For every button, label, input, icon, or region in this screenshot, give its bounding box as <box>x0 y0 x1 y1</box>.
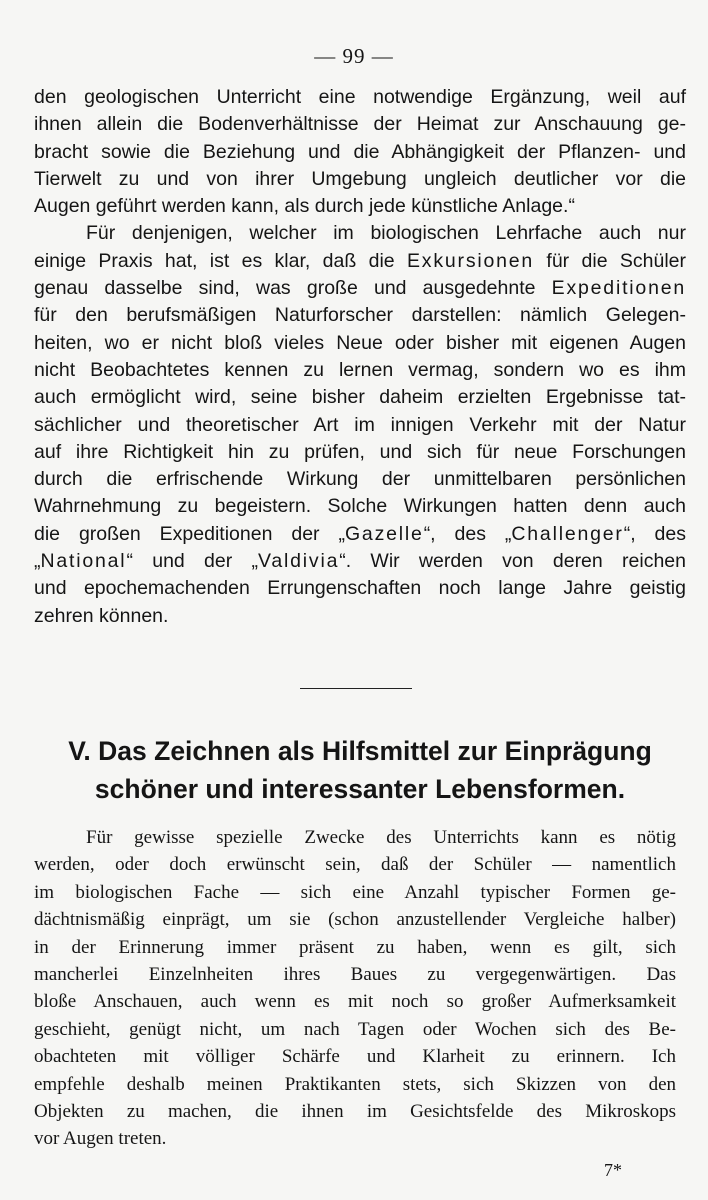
text-line: bloße Anschauen, auch wenn es mit noch so großer Aufmerksamkeit <box>34 991 676 1013</box>
printer-signature-mark: 7* <box>604 1160 622 1180</box>
text-line: Augen geführt werden kann, als durch jede künstliche Anlage.“ <box>34 195 575 218</box>
text-line: den geologischen Unterricht eine notwendige Ergänzung, weil auf <box>34 86 686 108</box>
text-line: durch die erfrischende Wirkung der unmittelbaren persönlichen <box>34 468 686 491</box>
text-line: Tierwelt zu und von ihrer Umgebung ungleich deutlicher vor die <box>34 167 686 190</box>
section-heading <box>34 732 686 808</box>
text-line: und epochemachenden Errungenschaften noch lange Jahre geistig <box>34 577 686 600</box>
text-line: die großen Expeditionen der „Gazelle“, des „Challenger“, des <box>34 522 686 545</box>
text-line: geschieht, genügt nicht, um nach Tagen oder Wochen sich des Be- <box>34 1018 676 1040</box>
body-text-lower <box>34 824 676 1153</box>
body-text-upper <box>34 84 686 630</box>
text-line: obachteten mit völliger Schärfe und Klarheit zu erinnern. Ich <box>34 1046 676 1068</box>
text-line: vor Augen treten. <box>34 1128 167 1150</box>
page-number: — 99 — <box>314 44 394 68</box>
text-line: im biologischen Fache — sich eine Anzahl typischer Formen ge- <box>34 881 676 903</box>
ship-name: Gazelle <box>344 522 424 545</box>
text-line: in der Erinnerung immer präsent zu haben, wenn es gilt, sich <box>34 936 676 958</box>
text-line: mancherlei Einzelnheiten ihres Baues zu vergegenwärtigen. Das <box>34 964 676 986</box>
text-line: einige Praxis hat, ist es klar, daß die Exkursionen für die Schüler <box>34 249 686 272</box>
text-line: heiten, wo er nicht bloß vieles Neue oder bisher mit eigenen Augen <box>34 331 686 354</box>
text-line: Wahrnehmung zu begeistern. Solche Wirkungen hatten denn auch <box>34 495 686 518</box>
text-line: zehren können. <box>34 604 169 627</box>
heading-line: V. Das Zeichnen als Hilfsmittel zur Einprägung <box>68 736 652 766</box>
text-line: bracht sowie die Beziehung und die Abhängigkeit der Pflanzen- und <box>34 140 686 163</box>
section-divider <box>300 688 412 689</box>
heading-line: schöner und interessanter Lebensformen. <box>94 774 626 804</box>
text-line: auch ermöglicht wird, seine bisher daheim erzielten Ergebnisse tat- <box>34 386 686 409</box>
text-line: Objekten zu machen, die ihnen im Gesichtsfelde des Mikroskops <box>34 1101 676 1123</box>
text-line: für den berufsmäßigen Naturforscher darstellen: nämlich Gelegen- <box>34 304 686 327</box>
text-line: Für gewisse spezielle Zwecke des Unterrichts kann es nötig <box>86 827 676 848</box>
text-line: auf ihre Richtigkeit hin zu prüfen, und sich für neue Forschungen <box>34 440 686 463</box>
text-line: genau dasselbe sind, was große und ausgedehnte Expeditionen <box>34 277 687 300</box>
ship-name: National <box>40 550 127 573</box>
text-line: ihnen allein die Bodenverhältnisse der Heimat zur Anschauung ge- <box>34 113 686 136</box>
emphasized-term: Expeditionen <box>551 277 687 300</box>
text-line: Für denjenigen, welcher im biologischen Lehrfache auch nur <box>86 222 686 245</box>
ship-name: Valdivia <box>257 550 340 573</box>
text-line: werden, oder doch erwünscht sein, daß der Schüler — namentlich <box>34 854 676 876</box>
text-line: „National“ und der „Valdivia“. Wir werden von deren reichen <box>34 550 686 573</box>
text-line: nicht Beobachtetes kennen zu lernen vermag, sondern wo es ihm <box>34 358 686 381</box>
emphasized-term: Exkursionen <box>406 249 535 272</box>
text-line: sächlicher und theoretischer Art im innigen Verkehr mit der Natur <box>34 413 686 436</box>
text-line: empfehle deshalb meinen Praktikanten stets, sich Skizzen von den <box>34 1073 676 1095</box>
ship-name: Challenger <box>511 522 624 545</box>
text-line: dächtnismäßig einprägt, um sie (schon anzustellender Vergleiche halber) <box>34 909 676 931</box>
